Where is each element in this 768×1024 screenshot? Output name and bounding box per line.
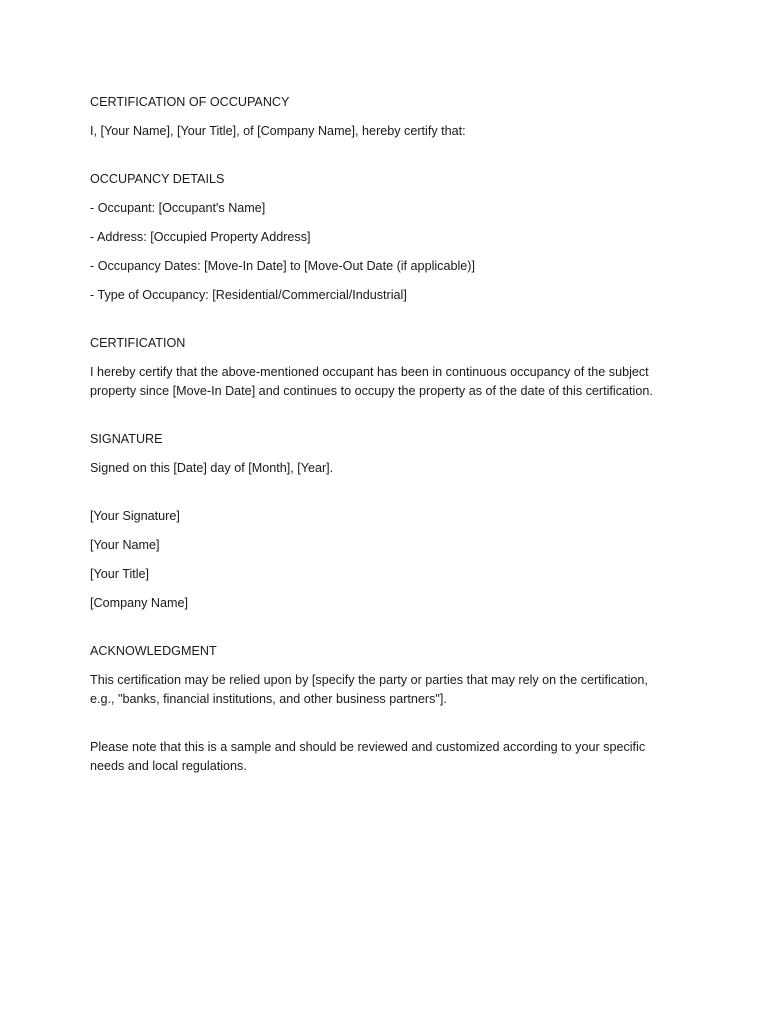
intro-statement: I, [Your Name], [Your Title], of [Company Name], hereby certify that:	[90, 124, 466, 138]
certification-text: I hereby certify that the above-mentioned occupant has been in continuous occupancy of the subject property since [Move-In Date] and continues to occupy the property as of the date of this certification.	[90, 365, 653, 398]
signer-name: [Your Name]	[90, 538, 160, 552]
acknowledgment-heading: ACKNOWLEDGMENT	[90, 644, 217, 658]
signer-title: [Your Title]	[90, 567, 150, 581]
signature-heading: SIGNATURE	[90, 432, 163, 446]
certification-heading: CERTIFICATION	[90, 336, 186, 350]
document-body	[90, 93, 680, 776]
occupancy-details-heading: OCCUPANCY DETAILS	[90, 172, 225, 186]
signer-company: [Company Name]	[90, 596, 188, 610]
occupancy-detail-type: - Type of Occupancy: [Residential/Commercial/Industrial]	[90, 288, 407, 302]
occupancy-detail-dates: - Occupancy Dates: [Move-In Date] to [Move-Out Date (if applicable)]	[90, 259, 475, 273]
acknowledgment-text: This certification may be relied upon by [specify the party or parties that may rely on the certification, e.g., "banks, financial institutions, and other business partners"].	[90, 673, 648, 706]
sample-note: Please note that this is a sample and should be reviewed and customized according to your specific needs and local regulations.	[90, 740, 646, 773]
occupancy-detail-occupant: - Occupant: [Occupant's Name]	[90, 201, 266, 215]
signature-placeholder: [Your Signature]	[90, 509, 180, 523]
document-title: CERTIFICATION OF OCCUPANCY	[90, 95, 290, 109]
signed-on-line: Signed on this [Date] day of [Month], [Year].	[90, 461, 334, 475]
occupancy-detail-address: - Address: [Occupied Property Address]	[90, 230, 311, 244]
